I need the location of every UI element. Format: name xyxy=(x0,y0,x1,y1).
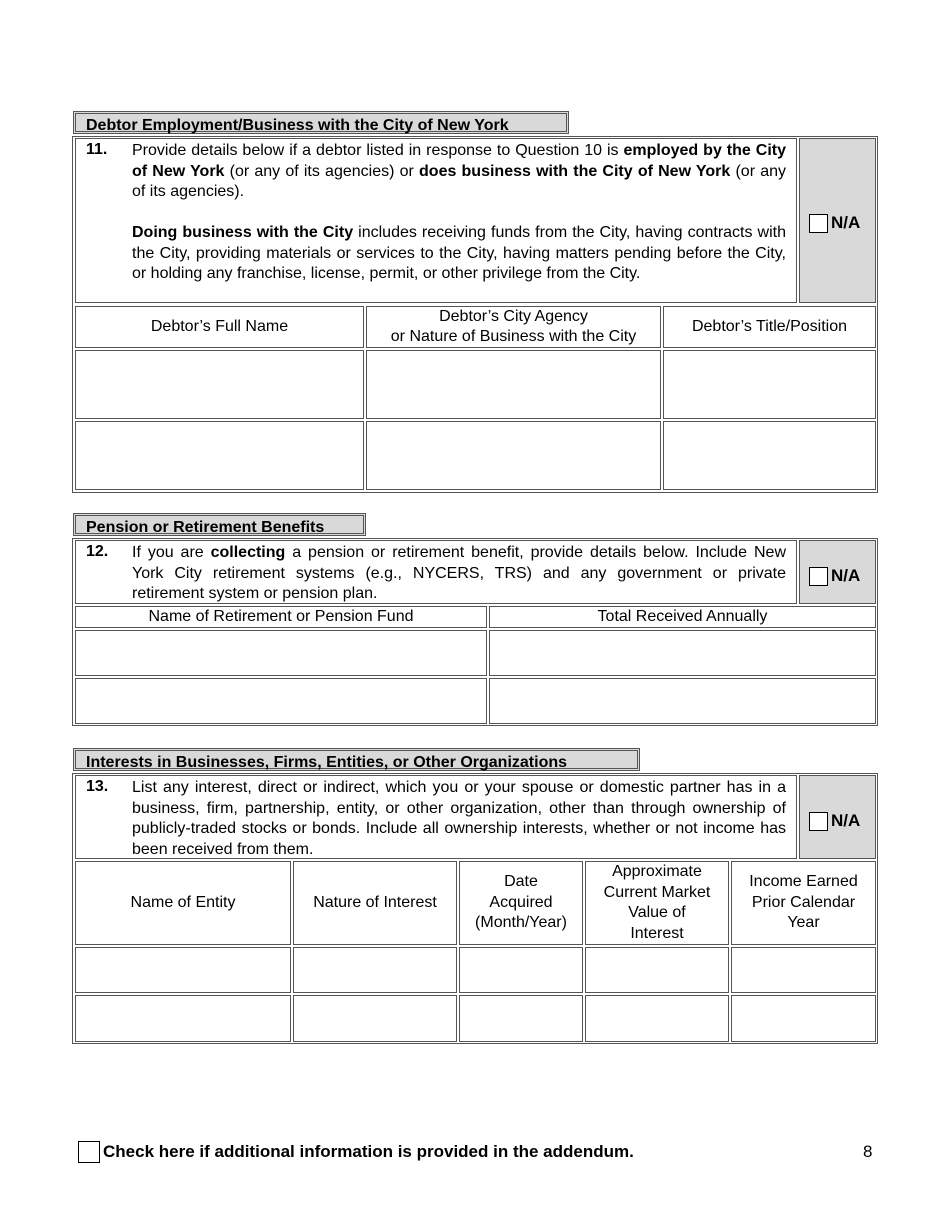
question-11 xyxy=(75,138,797,303)
text-run: Provide details below if a debtor listed in response to Question 10 is xyxy=(132,142,624,159)
table-cell-input[interactable] xyxy=(75,630,487,676)
question-number: 11. xyxy=(86,141,108,158)
addendum-checkbox[interactable] xyxy=(78,1141,100,1163)
table-cell-input[interactable] xyxy=(366,350,661,419)
column-header-date-acquired: Date Acquired (Month/Year) xyxy=(459,861,583,945)
question-text xyxy=(132,778,786,860)
table-cell-input[interactable] xyxy=(366,421,661,490)
na-cell xyxy=(799,775,876,859)
na-cell xyxy=(799,138,876,303)
text-run: List any interest, direct or indirect, which you or your spouse or domestic partner has in a business, firm, partnership, entity, or other organization, other than through ownership of publicly-traded stocks or bonds. Include all ownership interests, whether or not income has been received from them. xyxy=(132,779,786,858)
table-cell-input[interactable] xyxy=(459,947,583,993)
question-11-paragraph-2 xyxy=(132,223,786,285)
text-run: does business with the City of New York xyxy=(419,162,731,180)
table-cell-input[interactable] xyxy=(663,350,876,419)
column-header-fund-name: Name of Retirement or Pension Fund xyxy=(75,606,487,628)
section-13-header: Interests in Businesses, Firms, Entities, or Other Organizations xyxy=(73,748,640,771)
text-run: employed by the City of New York xyxy=(132,142,787,180)
table-cell-input[interactable] xyxy=(663,421,876,490)
table-cell-input[interactable] xyxy=(459,995,583,1042)
table-cell-input[interactable] xyxy=(75,421,364,490)
table-cell-input[interactable] xyxy=(293,995,457,1042)
section-12-table xyxy=(72,538,878,726)
section-13-table xyxy=(72,773,878,1044)
na-cell xyxy=(799,540,876,604)
table-cell-input[interactable] xyxy=(75,995,291,1042)
column-header-debtor-city-agency: Debtor’s City Agency or Nature of Business with the City xyxy=(366,306,661,348)
na-checkbox[interactable] xyxy=(809,567,828,586)
question-number: 13. xyxy=(86,778,109,795)
column-header-market-value: Approximate Current Market Value of Interest xyxy=(585,861,729,945)
text-run: includes receiving funds from the City, having contracts with the City, providing materials or services to the City, having matters pending before the City, or holding any franchise, license, permit, or other privilege from the City. xyxy=(132,224,787,282)
table-cell-input[interactable] xyxy=(489,678,876,724)
text-run: a pension or retirement benefit, provide details below. Include New York City retirement systems (e.g., NYCERS, TRS) and any government or private retirement system or pension plan. xyxy=(132,544,786,602)
table-cell-input[interactable] xyxy=(731,995,876,1042)
table-cell-input[interactable] xyxy=(585,947,729,993)
text-run: If you are xyxy=(132,544,211,561)
column-header-entity-name: Name of Entity xyxy=(75,861,291,945)
question-text xyxy=(132,543,786,605)
question-text xyxy=(132,141,786,285)
question-11-paragraph-1 xyxy=(132,141,786,203)
column-header-debtor-title: Debtor’s Title/Position xyxy=(663,306,876,348)
table-cell-input[interactable] xyxy=(585,995,729,1042)
addendum-option[interactable] xyxy=(78,1141,634,1163)
na-option[interactable] xyxy=(809,566,860,586)
column-header-income-earned: Income Earned Prior Calendar Year xyxy=(731,861,876,945)
table-cell-input[interactable] xyxy=(75,350,364,419)
question-12 xyxy=(75,540,797,604)
table-cell-input[interactable] xyxy=(731,947,876,993)
column-header-debtor-full-name: Debtor’s Full Name xyxy=(75,306,364,348)
section-12-header: Pension or Retirement Benefits xyxy=(73,513,366,536)
text-run: (or any of its agencies). xyxy=(132,162,787,200)
table-cell-input[interactable] xyxy=(293,947,457,993)
table-cell-input[interactable] xyxy=(489,630,876,676)
question-number: 12. xyxy=(86,543,109,560)
addendum-label: Check here if additional information is provided in the addendum. xyxy=(103,1142,634,1161)
na-option[interactable] xyxy=(809,811,860,831)
column-header-total-received: Total Received Annually xyxy=(489,606,876,628)
text-run: (or any of its agencies) or xyxy=(224,162,420,180)
section-11-table xyxy=(72,136,878,493)
text-run: collecting xyxy=(210,544,286,561)
text-run: Doing business with the City xyxy=(132,224,354,241)
na-checkbox[interactable] xyxy=(809,812,828,831)
na-label: N/A xyxy=(831,811,861,830)
table-cell-input[interactable] xyxy=(75,947,291,993)
table-cell-input[interactable] xyxy=(75,678,487,724)
section-11-header: Debtor Employment/Business with the City of New York xyxy=(73,111,569,134)
na-label: N/A xyxy=(831,213,861,232)
column-header-nature-of-interest: Nature of Interest xyxy=(293,861,457,945)
page-number: 8 xyxy=(863,1142,873,1161)
na-checkbox[interactable] xyxy=(809,214,828,233)
na-label: N/A xyxy=(831,566,861,585)
question-13 xyxy=(75,775,797,859)
na-option[interactable] xyxy=(809,213,860,233)
